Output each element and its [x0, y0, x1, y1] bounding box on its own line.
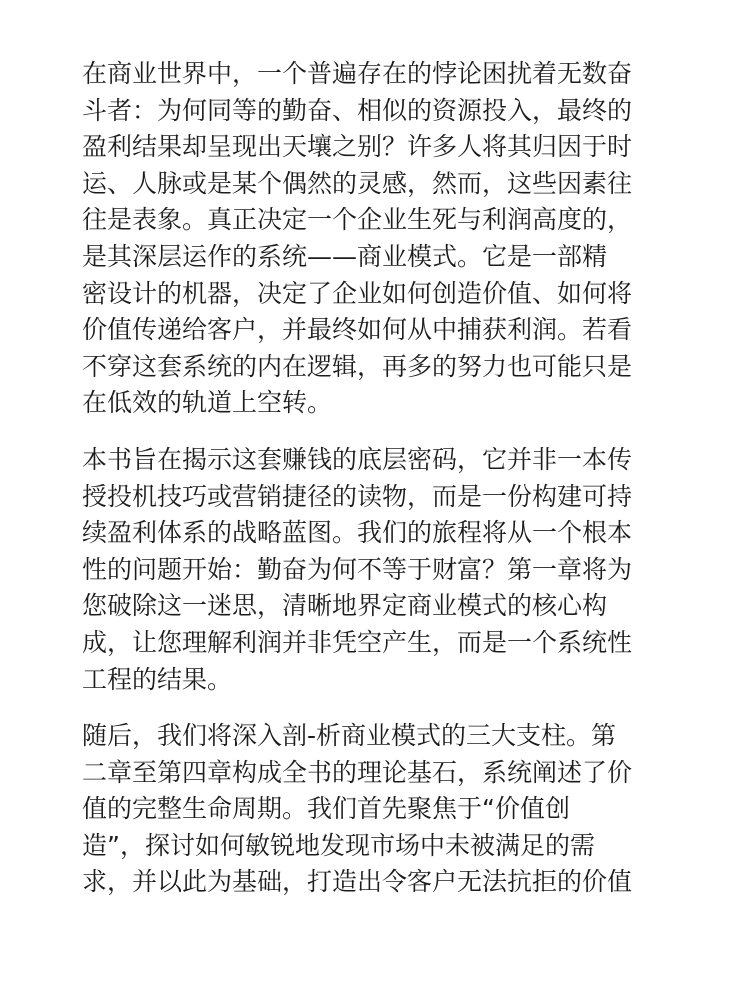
paragraph-1	[82, 56, 672, 422]
text-line: 工程的结果。	[82, 664, 233, 694]
text-line: 盈利结果却呈现出天壤之别？许多人将其归因于时	[82, 132, 633, 162]
body-text	[82, 56, 672, 921]
text-line: 值的完整生命周期。我们首先聚焦于“价值创	[82, 794, 570, 824]
text-line: 成，让您理解利润并非凭空产生，而是一个系统性	[82, 627, 633, 657]
text-line: 求，并以此为基础，打造出令客户无法抗拒的价值	[82, 867, 633, 897]
text-line: 是其深层运作的系统——商业模式。它是一部精	[82, 241, 608, 271]
paragraph-2	[82, 442, 672, 698]
text-line: 在低效的轨道上空转。	[82, 388, 333, 418]
text-line: 二章至第四章构成全书的理论基石，系统阐述了价	[82, 757, 633, 787]
paragraph-3	[82, 718, 672, 901]
text-line: 性的问题开始：勤奋为何不等于财富？第一章将为	[82, 554, 633, 584]
text-line: 本书旨在揭示这套赚钱的底层密码，它并非一本传	[82, 444, 633, 474]
text-line: 斗者：为何同等的勤奋、相似的资源投入，最终的	[82, 95, 633, 125]
text-line: 造”，探讨如何敏锐地发现市场中未被满足的需	[82, 830, 595, 860]
text-line: 在商业世界中，一个普遍存在的悖论困扰着无数奋	[82, 59, 633, 88]
text-line: 不穿这套系统的内在逻辑，再多的努力也可能只是	[82, 351, 633, 381]
text-line: 续盈利体系的战略蓝图。我们的旅程将从一个根本	[82, 518, 633, 548]
text-line: 运、人脉或是某个偶然的灵感，然而，这些因素往	[82, 168, 633, 198]
text-line: 随后，我们将深入剖-析商业模式的三大支柱。第	[82, 721, 617, 751]
text-line: 往是表象。真正决定一个企业生死与利润高度的，	[82, 205, 633, 235]
text-line: 您破除这一迷思，清晰地界定商业模式的核心构	[82, 591, 608, 621]
text-line: 价值传递给客户，并最终如何从中捕获利润。若看	[82, 315, 633, 345]
text-line: 授投机技巧或营销捷径的读物，而是一份构建可持	[82, 481, 633, 511]
text-line: 密设计的机器，决定了企业如何创造价值、如何将	[82, 278, 633, 308]
